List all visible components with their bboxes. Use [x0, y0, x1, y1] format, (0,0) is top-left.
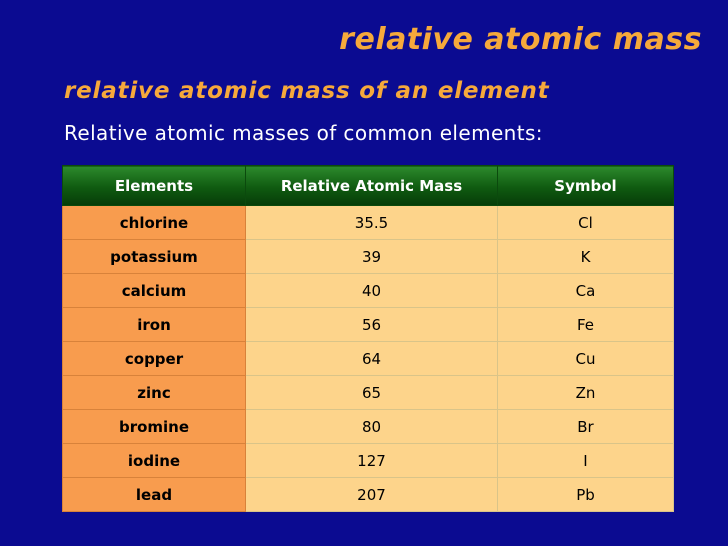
atomic-mass-cell: 64	[246, 342, 498, 376]
element-name-cell: zinc	[63, 376, 246, 410]
element-name-cell: bromine	[63, 410, 246, 444]
table-row	[63, 376, 674, 410]
symbol-cell: Br	[498, 410, 674, 444]
atomic-mass-cell: 39	[246, 240, 498, 274]
atomic-mass-cell: 65	[246, 376, 498, 410]
atomic-mass-cell: 127	[246, 444, 498, 478]
element-name-cell: potassium	[63, 240, 246, 274]
atomic-mass-table	[62, 165, 674, 512]
element-name-cell: copper	[63, 342, 246, 376]
atomic-mass-cell: 40	[246, 274, 498, 308]
symbol-cell: Cl	[498, 206, 674, 240]
table-row	[63, 274, 674, 308]
element-name-cell: chlorine	[63, 206, 246, 240]
table-row	[63, 342, 674, 376]
symbol-cell: Zn	[498, 376, 674, 410]
symbol-cell: Fe	[498, 308, 674, 342]
table-row	[63, 240, 674, 274]
atomic-mass-cell: 35.5	[246, 206, 498, 240]
element-name-cell: lead	[63, 478, 246, 512]
symbol-cell: Ca	[498, 274, 674, 308]
header-relative-atomic-mass: Relative Atomic Mass	[246, 166, 498, 206]
element-name-cell: iodine	[63, 444, 246, 478]
table-row	[63, 308, 674, 342]
intro-text: Relative atomic masses of common elements:	[64, 121, 543, 145]
atomic-mass-cell: 80	[246, 410, 498, 444]
header-elements: Elements	[63, 166, 246, 206]
element-name-cell: calcium	[63, 274, 246, 308]
symbol-cell: Cu	[498, 342, 674, 376]
table-header-row	[63, 166, 674, 206]
table-row	[63, 206, 674, 240]
subtitle: relative atomic mass of an element	[64, 78, 550, 104]
header-symbol: Symbol	[498, 166, 674, 206]
symbol-cell: I	[498, 444, 674, 478]
slide-title: relative atomic mass	[339, 22, 702, 57]
table-row	[63, 410, 674, 444]
table-row	[63, 478, 674, 512]
atomic-mass-cell: 207	[246, 478, 498, 512]
symbol-cell: K	[498, 240, 674, 274]
element-name-cell: iron	[63, 308, 246, 342]
atomic-mass-cell: 56	[246, 308, 498, 342]
symbol-cell: Pb	[498, 478, 674, 512]
table-row	[63, 444, 674, 478]
